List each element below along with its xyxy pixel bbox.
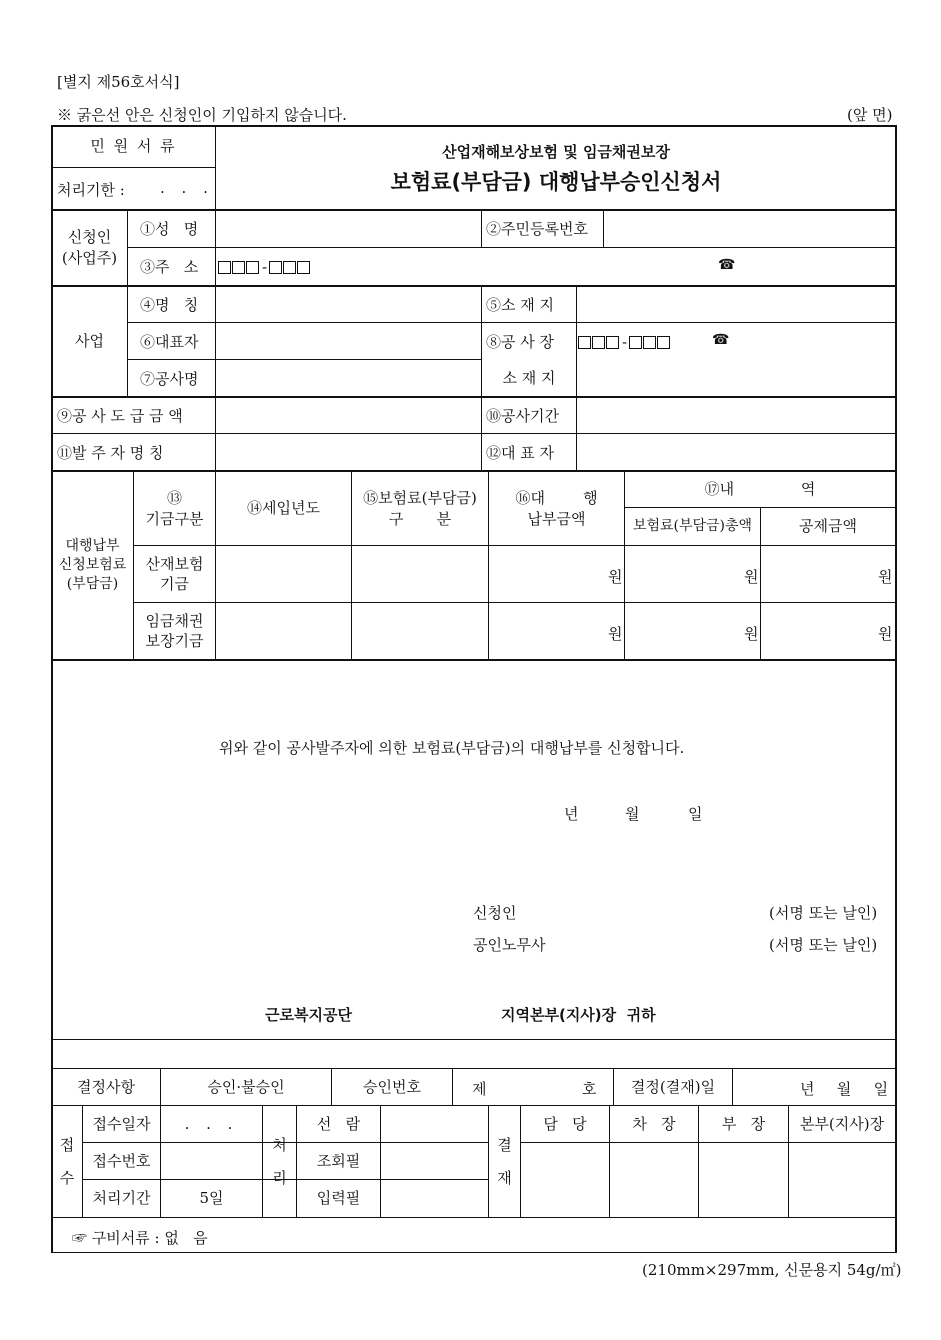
receipt-label: 접 수 <box>59 1135 75 1187</box>
receipt-number-label: 접수번호 <box>92 1151 151 1170</box>
inquiry-check-field[interactable] <box>381 1143 488 1179</box>
approval-number-prefix: 제 <box>472 1080 487 1098</box>
review-label: 선 람 <box>316 1114 361 1133</box>
page-side-label: (앞 면) <box>847 106 893 124</box>
business-group-label: 사업 <box>75 331 104 350</box>
month-label: 월 <box>625 805 640 823</box>
premium-type-header: ⑮보험료(부담금) 구 분 <box>363 489 477 528</box>
approver-deputy-sign-box[interactable] <box>610 1143 698 1217</box>
premium-total-header: 보험료(부담금)총액 <box>632 518 753 535</box>
input-check-field[interactable] <box>381 1180 488 1217</box>
inquiry-check-label: 조회필 <box>316 1151 361 1170</box>
deduction-unit: 원 <box>878 568 893 586</box>
review-field[interactable] <box>381 1106 488 1142</box>
amount-unit: 원 <box>608 568 623 586</box>
orderer-rep-field[interactable] <box>577 434 895 470</box>
day-label: 일 <box>688 805 703 823</box>
approval-number-label: 승인번호 <box>363 1077 421 1096</box>
recipient-office: 지역본부(지사)장 귀하 <box>501 1006 656 1024</box>
deduction-unit: 원 <box>878 625 893 643</box>
orderer-name-field[interactable] <box>216 434 481 470</box>
decision-label: 결정사항 <box>77 1077 135 1096</box>
total-unit: 원 <box>744 568 759 586</box>
approval-number-suffix: 호 <box>582 1080 597 1098</box>
premium-type-field[interactable] <box>352 546 488 602</box>
amount-unit: 원 <box>608 625 623 643</box>
orderer-rep-label: ⑫대 표 자 <box>486 443 555 462</box>
business-rep-label: ⑥대표자 <box>140 332 199 351</box>
instruction-note: ※ 굵은선 안은 신청인이 기입하지 않습니다. <box>57 106 347 124</box>
required-documents: ☞ 구비서류 : 없 음 <box>72 1229 208 1247</box>
processing-period-label: 처리기간 <box>92 1189 151 1208</box>
receipt-number-field[interactable] <box>161 1143 262 1179</box>
revenue-year-field[interactable] <box>216 603 351 659</box>
construction-period-label: ⑩공사기간 <box>486 407 559 425</box>
contract-amount-label: ⑨공 사 도 급 금 액 <box>57 407 183 425</box>
approval-label: 결 재 <box>497 1135 512 1187</box>
applicant-group-label: 신청인 (사업주) <box>61 228 118 267</box>
payment-amount-header: ⑯대 행 납부금액 <box>515 489 598 528</box>
fund-type-header: ⑬ 기금구분 <box>145 489 204 528</box>
approver-head-sign-box[interactable] <box>789 1143 895 1217</box>
site-postal-code[interactable]: - <box>578 333 671 351</box>
approver-deputy-label: 차 장 <box>632 1114 676 1133</box>
applicant-postal-code[interactable]: - <box>218 258 311 276</box>
contract-amount-field[interactable] <box>216 398 481 433</box>
site-location-label-2: 소 재 지 <box>502 368 556 387</box>
form-title: 보험료(부담금) 대행납부승인신청서 <box>390 169 722 194</box>
deduction-header: 공제금액 <box>799 517 857 536</box>
phone-icon: ☎ <box>712 332 730 348</box>
phone-icon: ☎ <box>718 257 736 273</box>
payment-group-label: 대행납부 신청보험료 (부담금) <box>58 538 127 592</box>
fund-type-cell: 산재보험 기금 <box>145 554 204 593</box>
business-name-field[interactable] <box>216 286 481 322</box>
construction-period-field[interactable] <box>577 398 895 433</box>
approval-options[interactable]: 승인·불승인 <box>207 1077 285 1096</box>
processing-period-value: 5일 <box>199 1189 224 1208</box>
labor-attorney-signature-note[interactable]: (서명 또는 날인) <box>769 936 878 954</box>
receipt-date-value[interactable]: . . . <box>184 1114 239 1133</box>
applicant-name-label: ①성 명 <box>140 220 199 238</box>
premium-type-field[interactable] <box>352 603 488 659</box>
decision-date-value[interactable]: 년 월 일 <box>800 1080 891 1098</box>
form-subtitle: 산업재해보상보험 및 임금채권보장 <box>442 142 670 161</box>
applicant-rrn-field[interactable] <box>604 210 895 247</box>
fund-type-cell: 임금채권 보장기금 <box>145 611 204 650</box>
declaration-text: 위와 같이 공사발주자에 의한 보험료(부담금)의 대행납부를 신청합니다. <box>219 739 685 757</box>
handling-label: 처 리 <box>272 1135 287 1187</box>
project-name-label: ⑦공사명 <box>140 369 199 388</box>
site-location-label: ⑧공 사 장 <box>486 332 555 351</box>
project-name-field[interactable] <box>216 360 481 396</box>
year-label: 년 <box>564 805 579 823</box>
orderer-name-label: ⑪발 주 자 명 칭 <box>57 443 164 462</box>
total-unit: 원 <box>744 625 759 643</box>
breakdown-header: ⑰내 역 <box>704 480 816 499</box>
deadline-label: 처리기한 : <box>57 181 125 199</box>
receipt-date-label: 접수일자 <box>92 1114 151 1133</box>
document-type-label: 민 원 서 류 <box>90 137 177 156</box>
applicant-address-label: ③주 소 <box>140 258 199 276</box>
organization-name: 근로복지공단 <box>265 1006 352 1024</box>
input-check-label: 입력필 <box>316 1189 361 1208</box>
approver-director-sign-box[interactable] <box>699 1143 788 1217</box>
applicant-signature-note[interactable]: (서명 또는 날인) <box>769 904 878 922</box>
approver-director-label: 부 장 <box>721 1114 766 1133</box>
paper-spec: (210mm×297mm, 신문용지 54g/㎡) <box>642 1261 902 1279</box>
business-rep-field[interactable] <box>216 323 481 359</box>
applicant-name-field[interactable] <box>216 210 481 247</box>
approver-staff-label: 담 당 <box>543 1114 587 1133</box>
business-location-label: ⑤소 재 지 <box>486 295 555 314</box>
business-name-label: ④명 칭 <box>140 295 199 314</box>
form-number: [별지 제56호서식] <box>57 73 180 91</box>
revenue-year-field[interactable] <box>216 546 351 602</box>
revenue-year-header: ⑭세입년도 <box>247 499 320 518</box>
decision-date-label: 결정(결재)일 <box>630 1077 716 1096</box>
business-location-field[interactable] <box>577 286 895 322</box>
deadline-value[interactable]: . . . <box>160 179 214 197</box>
approver-staff-sign-box[interactable] <box>521 1143 609 1217</box>
labor-attorney-label: 공인노무사 <box>473 936 546 954</box>
approver-head-label: 본부(지사)장 <box>799 1114 885 1133</box>
applicant-signature-label: 신청인 <box>473 904 517 922</box>
applicant-rrn-label: ②주민등록번호 <box>486 220 588 238</box>
